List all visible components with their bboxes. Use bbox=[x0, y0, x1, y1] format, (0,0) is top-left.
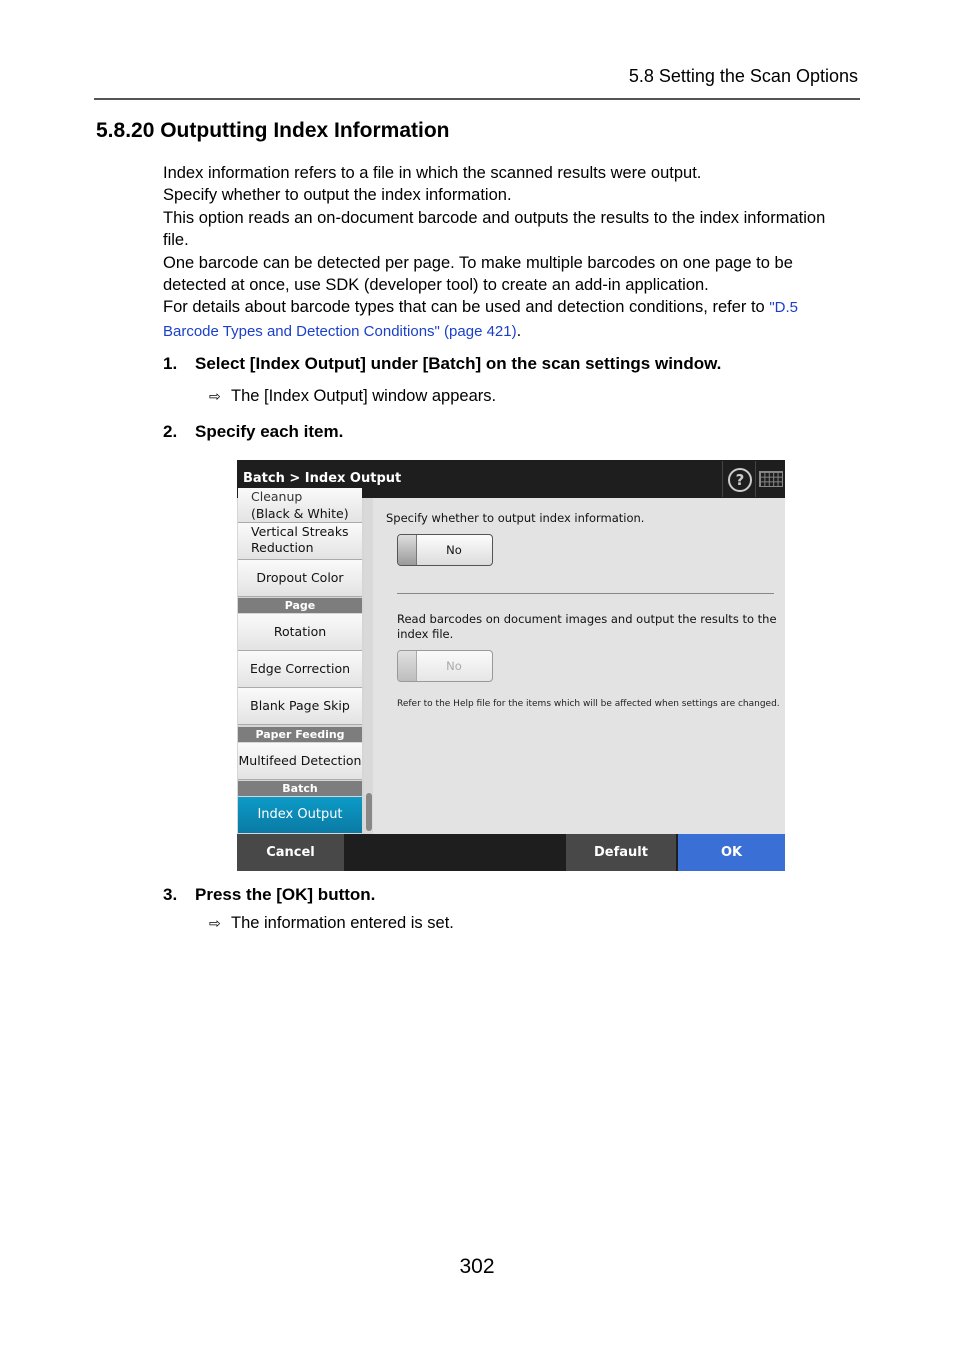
intro-line-1: Index information refers to a file in which the scanned results were output. bbox=[163, 164, 702, 182]
step-text: Select [Index Output] under [Batch] on the scan settings window. bbox=[195, 354, 722, 373]
sidebar-item-multifeed-detection[interactable]: Multifeed Detection bbox=[238, 743, 362, 780]
sidebar-item-vertical-streaks[interactable] bbox=[238, 523, 362, 560]
step-number: 2. bbox=[163, 422, 178, 441]
reference-link[interactable]: "D.5 Barcode Types and Detection Conditions" (page 421) bbox=[163, 299, 798, 340]
bottom-bar bbox=[237, 834, 785, 871]
sidebar-category-paper-feeding: Paper Feeding bbox=[238, 727, 362, 742]
sidebar-item-edge-correction[interactable]: Edge Correction bbox=[238, 651, 362, 688]
header-rule bbox=[94, 98, 860, 100]
step-text: Press the [OK] button. bbox=[195, 885, 376, 904]
index-output-screenshot bbox=[237, 460, 785, 871]
step-number: 1. bbox=[163, 354, 178, 373]
default-button[interactable]: Default bbox=[566, 834, 676, 871]
help-button[interactable] bbox=[722, 461, 754, 497]
settings-sidebar bbox=[237, 489, 364, 834]
step-text: Specify each item. bbox=[195, 422, 344, 441]
keyboard-icon bbox=[759, 471, 783, 487]
result-arrow-icon: ⇨ bbox=[209, 388, 221, 404]
page-number: 302 bbox=[459, 1255, 495, 1278]
intro-details-prefix: For details about barcode types that can be used and detection conditions, refer to bbox=[163, 298, 770, 317]
step-number: 3. bbox=[163, 885, 178, 904]
window-title: Batch > Index Output bbox=[243, 471, 402, 486]
running-header: 5.8 Setting the Scan Options bbox=[628, 66, 858, 86]
toggle-knob bbox=[398, 651, 417, 681]
intro-details-suffix: . bbox=[516, 321, 522, 340]
result-text: The [Index Output] window appears. bbox=[231, 387, 497, 405]
sidebar-item-label: Vertical Streaks bbox=[251, 524, 349, 539]
sidebar-item-label: Reduction bbox=[251, 540, 314, 555]
sidebar-item-index-output[interactable]: Index Output bbox=[238, 797, 362, 833]
help-icon: ? bbox=[728, 468, 752, 492]
cancel-button[interactable]: Cancel bbox=[237, 834, 344, 871]
step-3 bbox=[163, 885, 375, 905]
sidebar-item-label: (Black & White) bbox=[251, 506, 349, 521]
sidebar-item-label: Cleanup bbox=[251, 489, 303, 504]
index-output-label: Specify whether to output index information. bbox=[386, 511, 645, 525]
ok-button[interactable]: OK bbox=[678, 834, 785, 871]
toggle-value: No bbox=[446, 659, 462, 673]
barcode-output-label-line-2: index file. bbox=[397, 626, 454, 641]
barcode-output-label bbox=[397, 612, 777, 641]
sidebar-item-rotation[interactable]: Rotation bbox=[238, 614, 362, 651]
sidebar-item-cleanup[interactable] bbox=[238, 488, 362, 523]
settings-content bbox=[373, 498, 785, 834]
intro-line-2: Specify whether to output the index information. bbox=[163, 186, 512, 205]
index-output-toggle[interactable] bbox=[397, 534, 493, 566]
step-2 bbox=[163, 422, 343, 442]
sidebar-scrollbar[interactable] bbox=[366, 793, 372, 831]
intro-text bbox=[163, 162, 853, 343]
result-arrow-icon: ⇨ bbox=[209, 915, 221, 931]
help-note: Refer to the Help file for the items which will be affected when settings are changed. bbox=[397, 699, 780, 709]
sidebar-category-page: Page bbox=[238, 598, 362, 613]
keyboard-button[interactable] bbox=[755, 461, 785, 497]
result-text: The information entered is set. bbox=[231, 914, 454, 932]
step-1 bbox=[163, 354, 721, 374]
sidebar-item-dropout-color[interactable]: Dropout Color bbox=[238, 560, 362, 597]
step-1-result bbox=[209, 387, 496, 406]
sidebar-item-blank-page-skip[interactable]: Blank Page Skip bbox=[238, 688, 362, 725]
content-divider bbox=[397, 593, 774, 594]
intro-details bbox=[163, 296, 853, 343]
toggle-knob bbox=[398, 535, 417, 565]
section-title: 5.8.20 Outputting Index Information bbox=[96, 119, 450, 142]
intro-line-4: One barcode can be detected per page. To make multiple barcodes on one page to be detected at once, use SDK (developer tool) to create an add-in application. bbox=[163, 253, 793, 295]
step-3-result bbox=[209, 914, 454, 933]
toggle-value: No bbox=[446, 543, 462, 557]
barcode-output-toggle bbox=[397, 650, 493, 682]
barcode-output-label-line-1: Read barcodes on document images and output the results to the bbox=[397, 612, 777, 626]
intro-line-3: This option reads an on-document barcode and outputs the results to the index information file. bbox=[163, 208, 826, 250]
sidebar-category-batch: Batch bbox=[238, 781, 362, 796]
